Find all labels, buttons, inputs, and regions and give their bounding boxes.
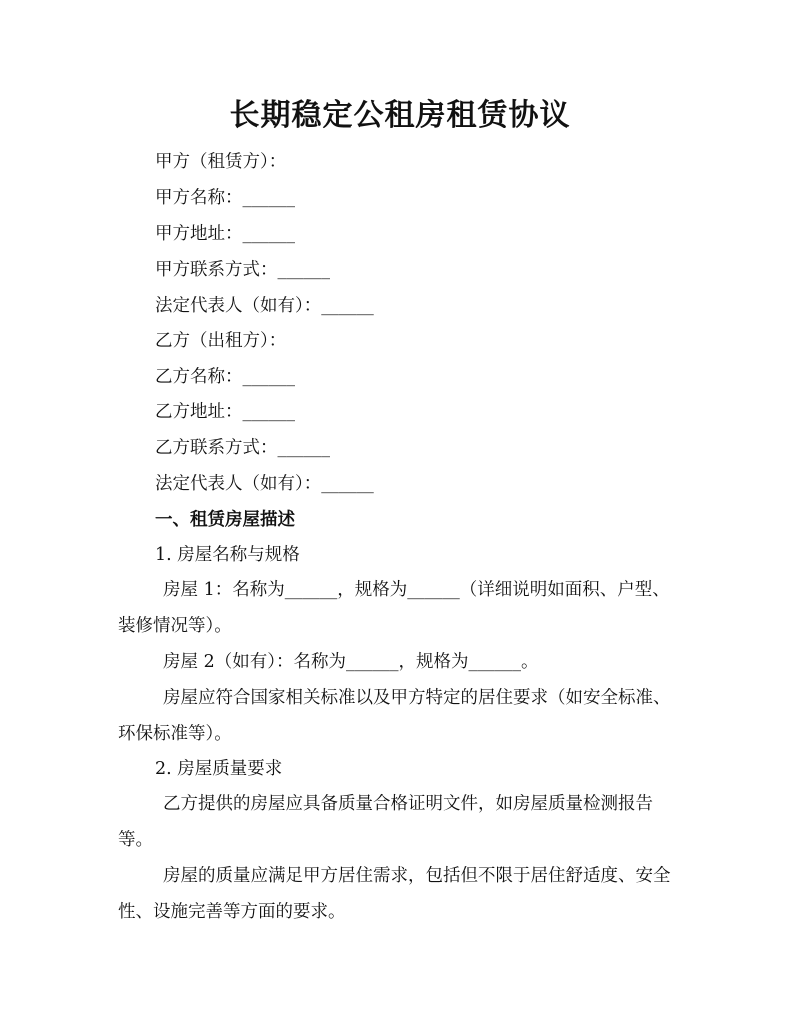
party-a-name: 甲方名称：______ <box>155 188 295 208</box>
subsection-1-title: 1. 房屋名称与规格 <box>155 545 300 565</box>
quality-certificate-paragraph: 乙方提供的房屋应具备质量合格证明文件，如房屋质量检测报告等。 <box>118 794 653 850</box>
party-a-address: 甲方地址：______ <box>155 224 295 244</box>
party-b-header: 乙方（出租方）： <box>155 331 287 351</box>
house-1-paragraph: 房屋 1：名称为______，规格为______（详细说明如面积、户型、装修情况等）。 <box>118 580 670 636</box>
party-b-name: 乙方名称：______ <box>155 367 295 387</box>
quality-requirement-paragraph: 房屋的质量应满足甲方居住需求，包括但不限于居住舒适度、安全性、设施完善等方面的要求。 <box>118 866 671 922</box>
party-b-address: 乙方地址：______ <box>155 402 295 422</box>
document-title: 长期稳定公租房租赁协议 <box>229 98 571 133</box>
house-2-paragraph: 房屋 2（如有）：名称为______，规格为______。 <box>163 652 539 672</box>
party-a-header: 甲方（租赁方）： <box>155 152 287 172</box>
party-b-contact: 乙方联系方式：______ <box>155 438 330 458</box>
subsection-2-title: 2. 房屋质量要求 <box>155 759 283 779</box>
standard-paragraph: 房屋应符合国家相关标准以及甲方特定的居住要求（如安全标准、环保标准等）。 <box>118 688 671 744</box>
party-a-contact: 甲方联系方式：______ <box>155 260 330 280</box>
party-a-legal-rep: 法定代表人（如有）：______ <box>155 296 374 316</box>
party-b-legal-rep: 法定代表人（如有）：______ <box>155 474 374 494</box>
section-1-heading: 一、租赁房屋描述 <box>155 510 295 530</box>
